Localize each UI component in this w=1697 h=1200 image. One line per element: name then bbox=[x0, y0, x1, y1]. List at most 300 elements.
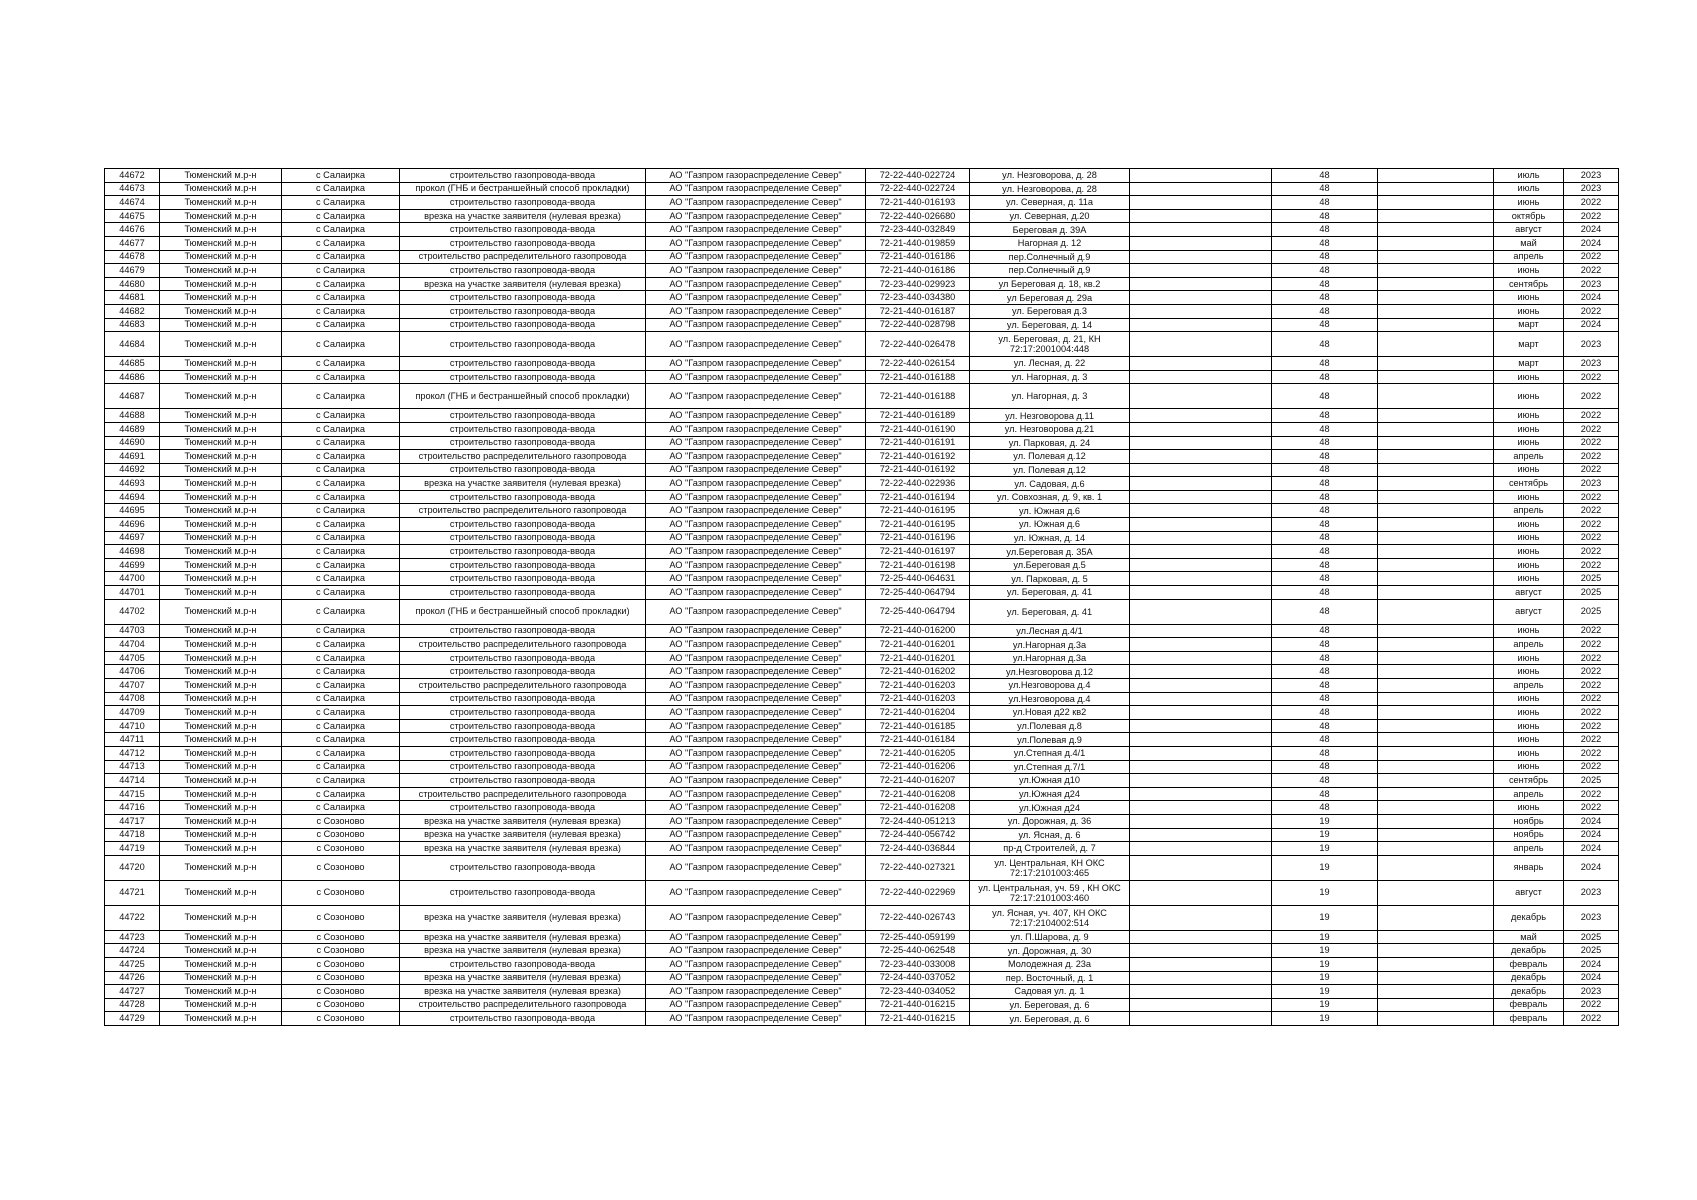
cell-org: АО "Газпром газораспределение Север" bbox=[646, 985, 866, 999]
cell-month: апрель bbox=[1494, 842, 1564, 856]
table-row bbox=[105, 477, 1619, 491]
cell-org: АО "Газпром газораспределение Север" bbox=[646, 586, 866, 600]
cell-blank2 bbox=[1378, 692, 1494, 706]
cell-code: 72-21-440-016185 bbox=[866, 719, 970, 733]
cell-blank1 bbox=[1130, 409, 1272, 423]
cell-blank1 bbox=[1130, 572, 1272, 586]
cell-blank2 bbox=[1378, 774, 1494, 788]
cell-org: АО "Газпром газораспределение Север" bbox=[646, 746, 866, 760]
cell-district: Тюменский м.р-н bbox=[160, 436, 282, 450]
cell-work: строительство газопровода-ввода bbox=[400, 760, 646, 774]
cell-code: 72-21-440-016186 bbox=[866, 250, 970, 264]
cell-org: АО "Газпром газораспределение Север" bbox=[646, 814, 866, 828]
cell-blank2 bbox=[1378, 422, 1494, 436]
cell-month: февраль bbox=[1494, 957, 1564, 971]
table-row bbox=[105, 409, 1619, 423]
cell-year: 2022 bbox=[1564, 1012, 1619, 1026]
cell-locality: с Салаирка bbox=[282, 504, 400, 518]
cell-blank1 bbox=[1130, 558, 1272, 572]
cell-org: АО "Газпром газораспределение Север" bbox=[646, 463, 866, 477]
table-row bbox=[105, 944, 1619, 958]
cell-locality: с Созоново bbox=[282, 828, 400, 842]
cell-locality: с Салаирка bbox=[282, 169, 400, 183]
cell-org: АО "Газпром газораспределение Север" bbox=[646, 169, 866, 183]
cell-locality: с Салаирка bbox=[282, 599, 400, 624]
cell-district: Тюменский м.р-н bbox=[160, 422, 282, 436]
cell-work: строительство газопровода-ввода bbox=[400, 719, 646, 733]
cell-org: АО "Газпром газораспределение Север" bbox=[646, 422, 866, 436]
cell-address: ул. Садовая, д.6 bbox=[970, 477, 1130, 491]
cell-org: АО "Газпром газораспределение Север" bbox=[646, 370, 866, 384]
cell-value: 48 bbox=[1272, 665, 1378, 679]
cell-work: строительство газопровода-ввода bbox=[400, 318, 646, 332]
cell-org: АО "Газпром газораспределение Север" bbox=[646, 504, 866, 518]
cell-locality: с Салаирка bbox=[282, 304, 400, 318]
table-row bbox=[105, 463, 1619, 477]
table-row bbox=[105, 223, 1619, 237]
cell-blank1 bbox=[1130, 692, 1272, 706]
data-table bbox=[104, 168, 1619, 1026]
cell-code: 72-21-440-016191 bbox=[866, 436, 970, 450]
cell-locality: с Салаирка bbox=[282, 801, 400, 815]
cell-year: 2022 bbox=[1564, 370, 1619, 384]
table-row bbox=[105, 450, 1619, 464]
cell-code: 72-21-440-016208 bbox=[866, 801, 970, 815]
cell-year: 2022 bbox=[1564, 409, 1619, 423]
cell-month: июнь bbox=[1494, 304, 1564, 318]
cell-work: строительство газопровода-ввода bbox=[400, 957, 646, 971]
cell-work: строительство газопровода-ввода bbox=[400, 880, 646, 905]
cell-locality: с Салаирка bbox=[282, 545, 400, 559]
cell-code: 72-21-440-016203 bbox=[866, 679, 970, 693]
table-row bbox=[105, 384, 1619, 409]
cell-month: сентябрь bbox=[1494, 277, 1564, 291]
cell-code: 72-21-440-016207 bbox=[866, 774, 970, 788]
cell-work: строительство газопровода-ввода bbox=[400, 357, 646, 371]
cell-value: 19 bbox=[1272, 828, 1378, 842]
cell-code: 72-24-440-036844 bbox=[866, 842, 970, 856]
cell-year: 2024 bbox=[1564, 957, 1619, 971]
cell-value: 48 bbox=[1272, 692, 1378, 706]
cell-year: 2023 bbox=[1564, 182, 1619, 196]
cell-district: Тюменский м.р-н bbox=[160, 490, 282, 504]
cell-id: 44699 bbox=[105, 558, 160, 572]
cell-district: Тюменский м.р-н bbox=[160, 944, 282, 958]
cell-month: февраль bbox=[1494, 1012, 1564, 1026]
cell-value: 48 bbox=[1272, 599, 1378, 624]
cell-value: 48 bbox=[1272, 304, 1378, 318]
cell-code: 72-21-440-016215 bbox=[866, 1012, 970, 1026]
cell-code: 72-21-440-016186 bbox=[866, 264, 970, 278]
cell-blank2 bbox=[1378, 558, 1494, 572]
cell-blank1 bbox=[1130, 304, 1272, 318]
table-row bbox=[105, 264, 1619, 278]
cell-blank2 bbox=[1378, 944, 1494, 958]
cell-address: ул.Южная д24 bbox=[970, 801, 1130, 815]
cell-code: 72-22-440-026478 bbox=[866, 332, 970, 357]
cell-blank2 bbox=[1378, 490, 1494, 504]
cell-blank1 bbox=[1130, 477, 1272, 491]
table-row bbox=[105, 586, 1619, 600]
cell-id: 44718 bbox=[105, 828, 160, 842]
cell-district: Тюменский м.р-н bbox=[160, 409, 282, 423]
table-row bbox=[105, 196, 1619, 210]
cell-year: 2022 bbox=[1564, 436, 1619, 450]
cell-work: строительство газопровода-ввода bbox=[400, 586, 646, 600]
table-row bbox=[105, 706, 1619, 720]
table-row bbox=[105, 828, 1619, 842]
cell-district: Тюменский м.р-н bbox=[160, 586, 282, 600]
cell-value: 48 bbox=[1272, 357, 1378, 371]
cell-work: строительство распределительного газопровода bbox=[400, 504, 646, 518]
cell-value: 48 bbox=[1272, 250, 1378, 264]
cell-org: АО "Газпром газораспределение Север" bbox=[646, 665, 866, 679]
cell-org: АО "Газпром газораспределение Север" bbox=[646, 787, 866, 801]
cell-org: АО "Газпром газораспределение Север" bbox=[646, 944, 866, 958]
cell-blank2 bbox=[1378, 196, 1494, 210]
cell-blank1 bbox=[1130, 236, 1272, 250]
cell-org: АО "Газпром газораспределение Север" bbox=[646, 855, 866, 880]
cell-address: ул. Полевая д.12 bbox=[970, 463, 1130, 477]
cell-month: июнь bbox=[1494, 531, 1564, 545]
cell-district: Тюменский м.р-н bbox=[160, 264, 282, 278]
cell-blank1 bbox=[1130, 638, 1272, 652]
cell-value: 48 bbox=[1272, 651, 1378, 665]
cell-district: Тюменский м.р-н bbox=[160, 463, 282, 477]
cell-org: АО "Газпром газораспределение Север" bbox=[646, 760, 866, 774]
cell-blank2 bbox=[1378, 787, 1494, 801]
table-row bbox=[105, 209, 1619, 223]
cell-locality: с Созоново bbox=[282, 880, 400, 905]
cell-id: 44708 bbox=[105, 692, 160, 706]
cell-blank2 bbox=[1378, 572, 1494, 586]
cell-id: 44703 bbox=[105, 624, 160, 638]
cell-blank2 bbox=[1378, 531, 1494, 545]
cell-org: АО "Газпром газораспределение Север" bbox=[646, 842, 866, 856]
cell-value: 48 bbox=[1272, 370, 1378, 384]
cell-org: АО "Газпром газораспределение Север" bbox=[646, 236, 866, 250]
cell-org: АО "Газпром газораспределение Север" bbox=[646, 291, 866, 305]
cell-address: пер.Солнечный д.9 bbox=[970, 264, 1130, 278]
cell-blank1 bbox=[1130, 1012, 1272, 1026]
cell-address: ул. Береговая, д. 14 bbox=[970, 318, 1130, 332]
cell-code: 72-21-440-016190 bbox=[866, 422, 970, 436]
cell-blank1 bbox=[1130, 998, 1272, 1012]
cell-org: АО "Газпром газораспределение Север" bbox=[646, 318, 866, 332]
cell-address: ул. Незговорова, д. 28 bbox=[970, 169, 1130, 183]
cell-work: строительство газопровода-ввода bbox=[400, 733, 646, 747]
cell-year: 2023 bbox=[1564, 332, 1619, 357]
cell-locality: с Салаирка bbox=[282, 477, 400, 491]
cell-blank2 bbox=[1378, 436, 1494, 450]
cell-address: ул.Незговорова д.4 bbox=[970, 679, 1130, 693]
cell-year: 2022 bbox=[1564, 545, 1619, 559]
cell-blank1 bbox=[1130, 985, 1272, 999]
cell-id: 44704 bbox=[105, 638, 160, 652]
cell-district: Тюменский м.р-н bbox=[160, 692, 282, 706]
cell-org: АО "Газпром газораспределение Север" bbox=[646, 518, 866, 532]
cell-locality: с Салаирка bbox=[282, 182, 400, 196]
cell-id: 44691 bbox=[105, 450, 160, 464]
cell-year: 2022 bbox=[1564, 384, 1619, 409]
cell-year: 2022 bbox=[1564, 450, 1619, 464]
cell-org: АО "Газпром газораспределение Север" bbox=[646, 304, 866, 318]
cell-year: 2022 bbox=[1564, 624, 1619, 638]
cell-work: врезка на участке заявителя (нулевая врезка) bbox=[400, 971, 646, 985]
cell-blank2 bbox=[1378, 706, 1494, 720]
cell-code: 72-23-440-033008 bbox=[866, 957, 970, 971]
cell-address: ул.Береговая д. 35А bbox=[970, 545, 1130, 559]
cell-address: ул. Ясная, уч. 407, КН ОКС 72:17:2104002:514 bbox=[970, 905, 1130, 930]
cell-blank2 bbox=[1378, 985, 1494, 999]
cell-blank1 bbox=[1130, 463, 1272, 477]
cell-year: 2024 bbox=[1564, 291, 1619, 305]
cell-year: 2022 bbox=[1564, 801, 1619, 815]
cell-id: 44729 bbox=[105, 1012, 160, 1026]
cell-month: август bbox=[1494, 586, 1564, 600]
cell-blank2 bbox=[1378, 250, 1494, 264]
cell-blank1 bbox=[1130, 706, 1272, 720]
cell-address: ул. Незговорова д.11 bbox=[970, 409, 1130, 423]
cell-code: 72-21-440-016195 bbox=[866, 518, 970, 532]
cell-year: 2024 bbox=[1564, 971, 1619, 985]
cell-code: 72-21-440-016201 bbox=[866, 638, 970, 652]
cell-year: 2022 bbox=[1564, 504, 1619, 518]
cell-blank2 bbox=[1378, 679, 1494, 693]
cell-district: Тюменский м.р-н bbox=[160, 182, 282, 196]
cell-year: 2022 bbox=[1564, 196, 1619, 210]
cell-year: 2025 bbox=[1564, 930, 1619, 944]
cell-district: Тюменский м.р-н bbox=[160, 905, 282, 930]
cell-value: 48 bbox=[1272, 332, 1378, 357]
cell-id: 44720 bbox=[105, 855, 160, 880]
cell-id: 44677 bbox=[105, 236, 160, 250]
cell-blank2 bbox=[1378, 746, 1494, 760]
cell-code: 72-25-440-064794 bbox=[866, 586, 970, 600]
cell-address: ул Береговая д. 29а bbox=[970, 291, 1130, 305]
table-row bbox=[105, 504, 1619, 518]
cell-month: апрель bbox=[1494, 250, 1564, 264]
cell-work: строительство газопровода-ввода bbox=[400, 1012, 646, 1026]
cell-year: 2023 bbox=[1564, 880, 1619, 905]
cell-id: 44683 bbox=[105, 318, 160, 332]
cell-locality: с Салаирка bbox=[282, 318, 400, 332]
cell-locality: с Салаирка bbox=[282, 518, 400, 532]
cell-value: 48 bbox=[1272, 236, 1378, 250]
cell-locality: с Салаирка bbox=[282, 558, 400, 572]
cell-year: 2024 bbox=[1564, 828, 1619, 842]
cell-address: ул. Береговая, д. 6 bbox=[970, 998, 1130, 1012]
cell-code: 72-24-440-051213 bbox=[866, 814, 970, 828]
cell-month: июнь bbox=[1494, 463, 1564, 477]
cell-value: 48 bbox=[1272, 450, 1378, 464]
cell-code: 72-21-440-016203 bbox=[866, 692, 970, 706]
cell-id: 44726 bbox=[105, 971, 160, 985]
cell-org: АО "Газпром газораспределение Север" bbox=[646, 450, 866, 464]
cell-address: ул. Береговая, д. 41 bbox=[970, 586, 1130, 600]
cell-code: 72-24-440-056742 bbox=[866, 828, 970, 842]
cell-locality: с Салаирка bbox=[282, 746, 400, 760]
cell-month: март bbox=[1494, 332, 1564, 357]
cell-id: 44721 bbox=[105, 880, 160, 905]
cell-district: Тюменский м.р-н bbox=[160, 169, 282, 183]
cell-address: ул. Дорожная, д. 30 bbox=[970, 944, 1130, 958]
cell-value: 19 bbox=[1272, 998, 1378, 1012]
cell-value: 48 bbox=[1272, 264, 1378, 278]
cell-month: июнь bbox=[1494, 370, 1564, 384]
cell-month: июнь bbox=[1494, 719, 1564, 733]
cell-value: 48 bbox=[1272, 518, 1378, 532]
table-row bbox=[105, 971, 1619, 985]
cell-district: Тюменский м.р-н bbox=[160, 985, 282, 999]
cell-blank1 bbox=[1130, 719, 1272, 733]
cell-locality: с Салаирка bbox=[282, 223, 400, 237]
cell-org: АО "Газпром газораспределение Север" bbox=[646, 599, 866, 624]
cell-value: 48 bbox=[1272, 746, 1378, 760]
cell-id: 44695 bbox=[105, 504, 160, 518]
table-row bbox=[105, 1012, 1619, 1026]
cell-district: Тюменский м.р-н bbox=[160, 706, 282, 720]
cell-org: АО "Газпром газораспределение Север" bbox=[646, 196, 866, 210]
cell-work: врезка на участке заявителя (нулевая врезка) bbox=[400, 842, 646, 856]
cell-month: июнь bbox=[1494, 409, 1564, 423]
cell-blank2 bbox=[1378, 409, 1494, 423]
table-row bbox=[105, 774, 1619, 788]
cell-work: строительство распределительного газопровода bbox=[400, 998, 646, 1012]
cell-blank1 bbox=[1130, 422, 1272, 436]
cell-id: 44678 bbox=[105, 250, 160, 264]
cell-work: строительство распределительного газопровода bbox=[400, 450, 646, 464]
cell-district: Тюменский м.р-н bbox=[160, 277, 282, 291]
cell-code: 72-23-440-034052 bbox=[866, 985, 970, 999]
cell-value: 19 bbox=[1272, 855, 1378, 880]
cell-address: Молодежная д. 23а bbox=[970, 957, 1130, 971]
cell-address: ул.Степная д.7/1 bbox=[970, 760, 1130, 774]
cell-district: Тюменский м.р-н bbox=[160, 957, 282, 971]
cell-blank1 bbox=[1130, 277, 1272, 291]
cell-month: июль bbox=[1494, 182, 1564, 196]
cell-id: 44728 bbox=[105, 998, 160, 1012]
cell-year: 2025 bbox=[1564, 774, 1619, 788]
cell-district: Тюменский м.р-н bbox=[160, 558, 282, 572]
cell-year: 2022 bbox=[1564, 998, 1619, 1012]
cell-year: 2022 bbox=[1564, 490, 1619, 504]
cell-id: 44684 bbox=[105, 332, 160, 357]
cell-org: АО "Газпром газораспределение Север" bbox=[646, 930, 866, 944]
table-row bbox=[105, 572, 1619, 586]
cell-blank2 bbox=[1378, 719, 1494, 733]
cell-blank1 bbox=[1130, 842, 1272, 856]
cell-org: АО "Газпром газораспределение Север" bbox=[646, 828, 866, 842]
cell-month: июнь bbox=[1494, 706, 1564, 720]
cell-org: АО "Газпром газораспределение Север" bbox=[646, 409, 866, 423]
cell-code: 72-21-440-016208 bbox=[866, 787, 970, 801]
cell-blank1 bbox=[1130, 586, 1272, 600]
cell-id: 44672 bbox=[105, 169, 160, 183]
cell-locality: с Салаирка bbox=[282, 436, 400, 450]
cell-work: строительство газопровода-ввода bbox=[400, 169, 646, 183]
cell-id: 44706 bbox=[105, 665, 160, 679]
cell-address: ул.Южная д24 bbox=[970, 787, 1130, 801]
cell-code: 72-22-440-026154 bbox=[866, 357, 970, 371]
cell-blank1 bbox=[1130, 787, 1272, 801]
cell-month: июнь bbox=[1494, 692, 1564, 706]
cell-district: Тюменский м.р-н bbox=[160, 971, 282, 985]
cell-org: АО "Газпром газораспределение Север" bbox=[646, 998, 866, 1012]
cell-work: строительство распределительного газопровода bbox=[400, 787, 646, 801]
cell-district: Тюменский м.р-н bbox=[160, 477, 282, 491]
cell-org: АО "Газпром газораспределение Север" bbox=[646, 384, 866, 409]
cell-org: АО "Газпром газораспределение Север" bbox=[646, 905, 866, 930]
cell-address: ул. Совхозная, д. 9, кв. 1 bbox=[970, 490, 1130, 504]
cell-value: 19 bbox=[1272, 814, 1378, 828]
cell-blank1 bbox=[1130, 651, 1272, 665]
cell-month: июнь bbox=[1494, 746, 1564, 760]
table-row bbox=[105, 422, 1619, 436]
cell-month: декабрь bbox=[1494, 985, 1564, 999]
cell-blank1 bbox=[1130, 384, 1272, 409]
cell-blank2 bbox=[1378, 318, 1494, 332]
cell-address: ул. Южная д.6 bbox=[970, 504, 1130, 518]
cell-blank1 bbox=[1130, 318, 1272, 332]
cell-locality: с Созоново bbox=[282, 930, 400, 944]
cell-blank1 bbox=[1130, 332, 1272, 357]
cell-code: 72-21-440-016215 bbox=[866, 998, 970, 1012]
cell-value: 48 bbox=[1272, 504, 1378, 518]
cell-value: 19 bbox=[1272, 957, 1378, 971]
cell-blank2 bbox=[1378, 586, 1494, 600]
cell-code: 72-23-440-029923 bbox=[866, 277, 970, 291]
cell-address: ул. Нагорная, д. 3 bbox=[970, 370, 1130, 384]
cell-locality: с Созоново bbox=[282, 944, 400, 958]
cell-blank1 bbox=[1130, 518, 1272, 532]
cell-month: июнь bbox=[1494, 264, 1564, 278]
cell-district: Тюменский м.р-н bbox=[160, 880, 282, 905]
cell-locality: с Салаирка bbox=[282, 236, 400, 250]
cell-month: июнь bbox=[1494, 436, 1564, 450]
cell-work: строительство газопровода-ввода bbox=[400, 332, 646, 357]
cell-blank2 bbox=[1378, 182, 1494, 196]
cell-work: строительство газопровода-ввода bbox=[400, 518, 646, 532]
cell-year: 2024 bbox=[1564, 842, 1619, 856]
cell-address: ул. Южная, д. 14 bbox=[970, 531, 1130, 545]
cell-blank1 bbox=[1130, 264, 1272, 278]
cell-blank1 bbox=[1130, 182, 1272, 196]
cell-id: 44674 bbox=[105, 196, 160, 210]
cell-district: Тюменский м.р-н bbox=[160, 814, 282, 828]
cell-address: пер.Солнечный д.9 bbox=[970, 250, 1130, 264]
cell-code: 72-21-440-016204 bbox=[866, 706, 970, 720]
cell-id: 44709 bbox=[105, 706, 160, 720]
cell-work: строительство газопровода-ввода bbox=[400, 692, 646, 706]
cell-year: 2023 bbox=[1564, 357, 1619, 371]
cell-blank2 bbox=[1378, 236, 1494, 250]
cell-id: 44724 bbox=[105, 944, 160, 958]
cell-month: январь bbox=[1494, 855, 1564, 880]
cell-blank2 bbox=[1378, 332, 1494, 357]
cell-value: 48 bbox=[1272, 169, 1378, 183]
cell-district: Тюменский м.р-н bbox=[160, 733, 282, 747]
cell-address: Нагорная д. 12 bbox=[970, 236, 1130, 250]
cell-month: июнь bbox=[1494, 651, 1564, 665]
cell-district: Тюменский м.р-н bbox=[160, 531, 282, 545]
cell-value: 48 bbox=[1272, 384, 1378, 409]
cell-value: 48 bbox=[1272, 436, 1378, 450]
cell-locality: с Салаирка bbox=[282, 692, 400, 706]
table-row bbox=[105, 638, 1619, 652]
table-row bbox=[105, 531, 1619, 545]
cell-district: Тюменский м.р-н bbox=[160, 638, 282, 652]
